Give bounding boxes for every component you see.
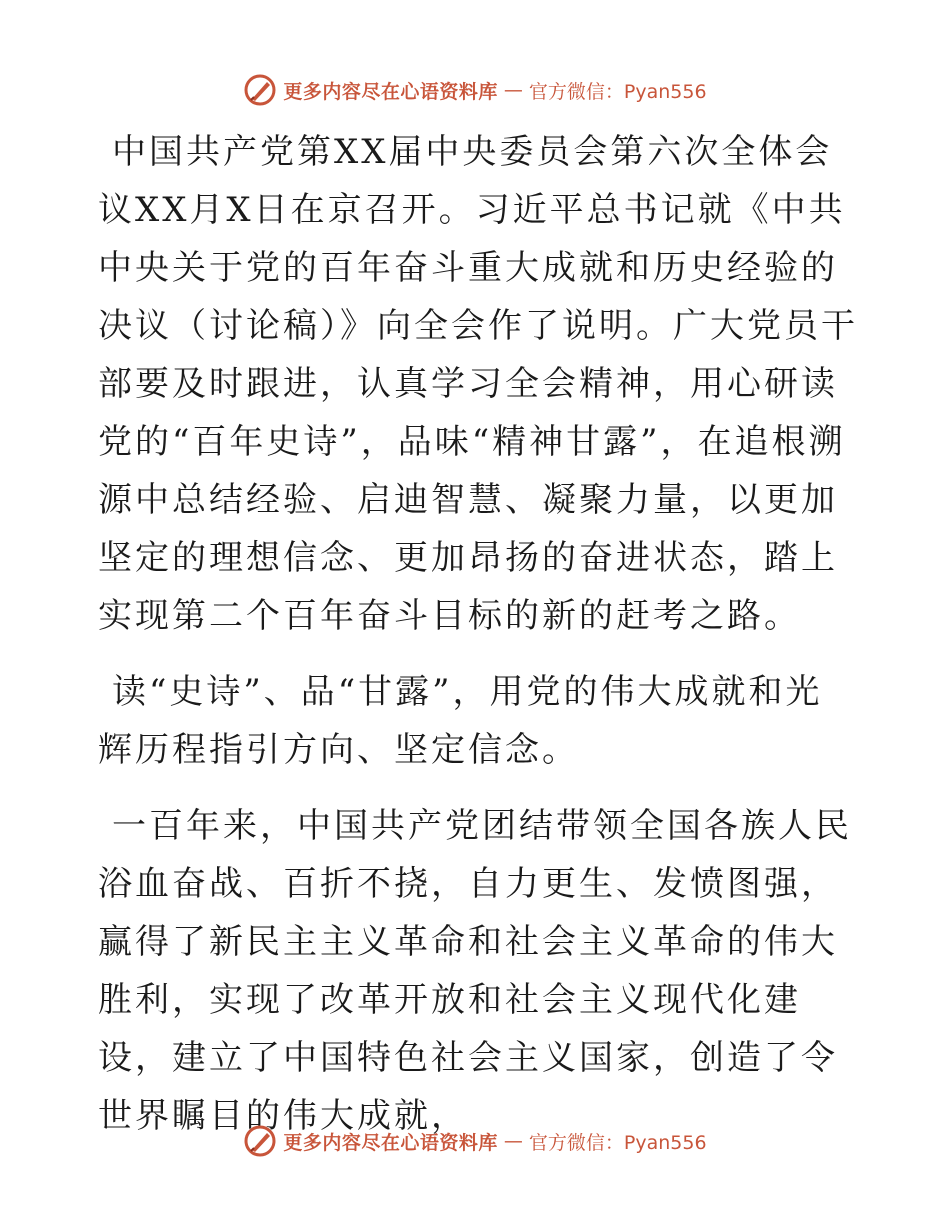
banner-wechat: 官方微信：Pyan556 — [528, 80, 707, 103]
banner-slogan: 更多内容尽在心语资料库 — [283, 80, 498, 103]
header-banner — [0, 70, 950, 110]
banner-dash: — — [503, 1130, 523, 1152]
banner-wechat: 官方微信：Pyan556 — [528, 1131, 707, 1154]
paragraph-text: 读“史诗”、品“甘露”，用党的伟大成就和光辉历程指引方向、坚定信念。 — [98, 672, 823, 770]
quill-logo-icon — [243, 1124, 277, 1158]
paragraph — [98, 663, 858, 779]
paragraph — [98, 797, 858, 1145]
paragraph-text: 一百年来，中国共产党团结带领全国各族人民浴血奋战、百折不挠，自力更生、发愤图强，赢得了新民主主义革命和社会主义革命的伟大胜利，实现了改革开放和社会主义现代化建设，建立了中国特色社会主义国家，创造了令世界瞩目的伟大成就， — [98, 806, 852, 1136]
banner-slogan: 更多内容尽在心语资料库 — [283, 1131, 498, 1154]
footer-banner — [0, 1121, 950, 1161]
banner-dash: — — [503, 79, 523, 101]
document-body — [98, 123, 858, 1163]
paragraph-text: 中国共产党第XX届中央委员会第六次全体会议XX月X日在京召开。习近平总书记就《中共中央关于党的百年奋斗重大成就和历史经验的决议（讨论稿）》向全会作了说明。广大党员干部要及时跟进，认真学习全会精神，用心研读党的“百年史诗”，品味“精神甘露”，在追根溯源中总结经验、启迪智慧、凝聚力量，以更加坚定的理想信念、更加昂扬的奋进状态，踏上实现第二个百年奋斗目标的新的赶考之路。 — [98, 132, 858, 636]
paragraph — [98, 123, 858, 645]
quill-logo-icon — [243, 73, 277, 107]
